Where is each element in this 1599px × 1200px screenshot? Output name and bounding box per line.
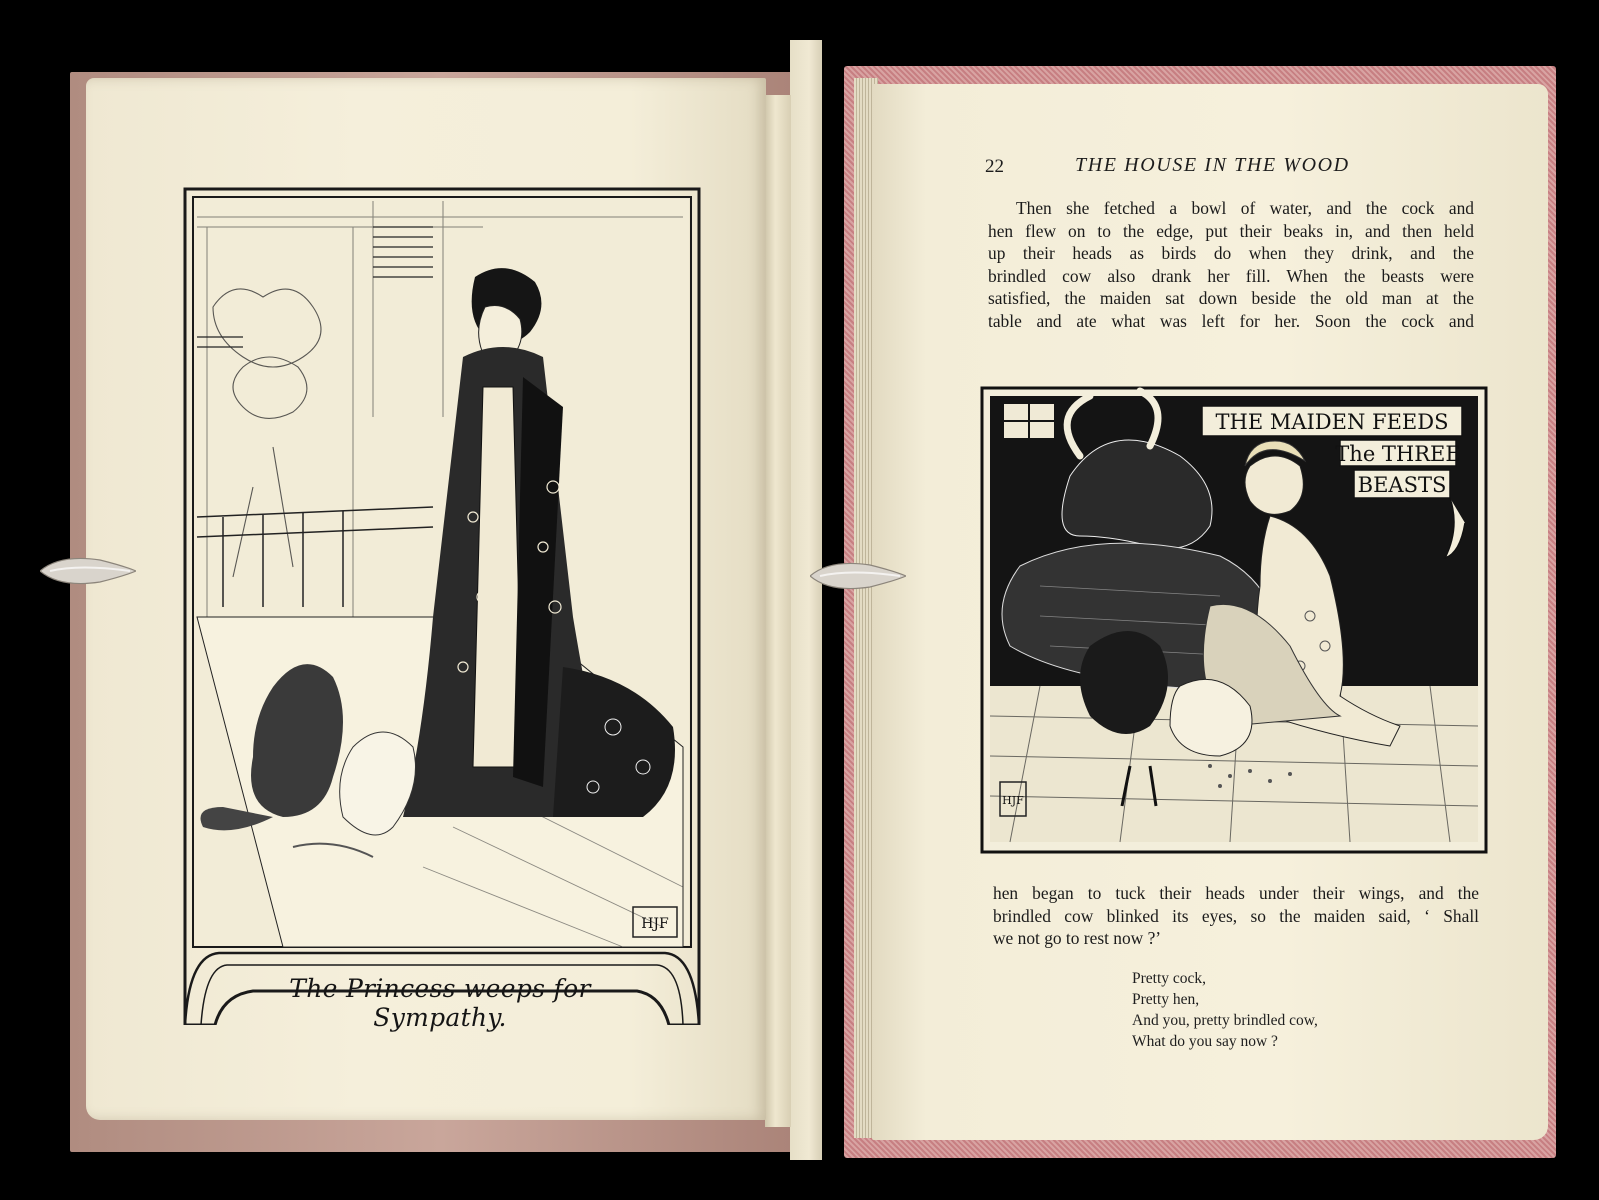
running-head xyxy=(985,154,1455,184)
page-marker-right xyxy=(810,557,906,595)
paragraph-1-line: Then she fetched a bowl of water, and the cock and xyxy=(1016,198,1474,218)
verse-line: Pretty cock, xyxy=(1132,970,1207,987)
left-page-gutter xyxy=(765,95,791,1127)
plate-title-line-2: The THREE xyxy=(1335,442,1461,466)
page-number: 22 xyxy=(985,156,1004,177)
paragraph-1-line: hen flew on to the edge, put their beaks in, and then held xyxy=(988,220,1474,241)
running-title: THE HOUSE IN THE WOOD xyxy=(1075,154,1350,176)
plate-title-line-3: BEASTS xyxy=(1357,473,1447,497)
artist-monogram-left: HJF xyxy=(641,916,669,932)
paragraph-2-line: brindled cow blinked its eyes, so the maiden said, ‘ Shall xyxy=(993,905,1479,926)
paragraph-2 xyxy=(993,882,1479,954)
left-book-spine xyxy=(790,40,822,1160)
paragraph-1-line: table and ate what was left for her. Soon the cock and xyxy=(988,310,1474,331)
maiden-feeds-illustration xyxy=(980,386,1488,854)
verse-line: Pretty hen, xyxy=(1132,991,1200,1008)
verse xyxy=(1132,968,1392,1058)
artist-monogram-right: HJF xyxy=(1002,794,1024,807)
paragraph-1-line: brindled cow also drank her fill. When the beasts were xyxy=(988,265,1474,286)
paragraph-2-line: hen began to tuck their heads under their wings, and the xyxy=(993,883,1479,903)
paragraph-1-line: satisfied, the maiden sat down beside the old man at the xyxy=(988,288,1474,309)
paragraph-1 xyxy=(988,197,1474,337)
plate-title-line-1: THE MAIDEN FEEDS xyxy=(1215,410,1449,434)
paragraph-2-line: we not go to rest now ?’ xyxy=(993,928,1162,949)
plate-caption-left: The Princess weeps for Sympathy. xyxy=(289,974,591,1032)
paragraph-1-line: up their heads as birds do when they drink, and the xyxy=(988,243,1474,264)
page-marker-left xyxy=(40,552,136,590)
verse-line: And you, pretty brindled cow, xyxy=(1132,1012,1318,1029)
princess-illustration xyxy=(183,187,701,1032)
verse-line: What do you say now ? xyxy=(1132,1033,1278,1050)
